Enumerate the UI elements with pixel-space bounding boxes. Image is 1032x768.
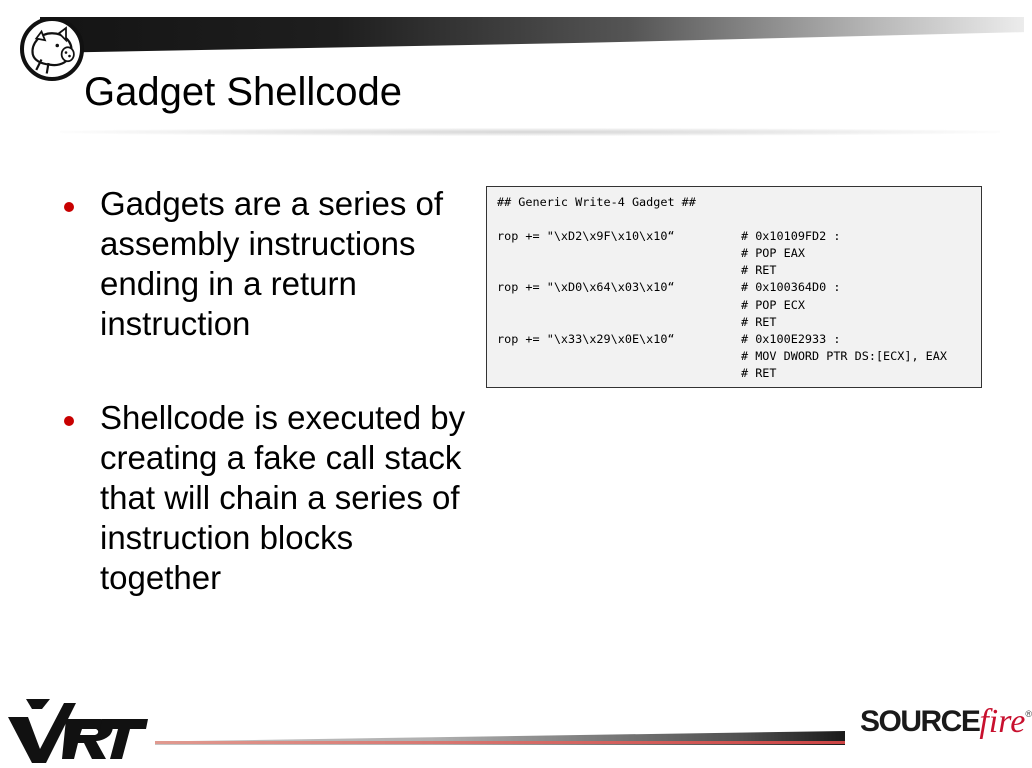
bullet-dot-icon: [64, 416, 74, 426]
bullet-text: Gadgets are a series of assembly instructions ending in a return instruction: [100, 185, 444, 342]
code-line: [497, 348, 981, 365]
vrt-logo-text: VRT: [6, 697, 8, 698]
code-line: [497, 365, 981, 382]
code-text: rop += "\xD2\x9F\x10\x10“: [497, 229, 675, 244]
code-line: [497, 297, 981, 314]
sourcefire-logo-source: SOURCE: [860, 705, 980, 738]
code-line: [497, 245, 981, 262]
bullet-text: Shellcode is executed by creating a fake call stack that will chain a series of instruction blocks together: [100, 399, 466, 596]
code-line: [497, 314, 981, 331]
code-line: [497, 331, 981, 348]
bullet-item: [62, 398, 472, 598]
code-block: [486, 186, 982, 388]
sourcefire-logo: [860, 703, 1032, 755]
header-band: [40, 17, 1024, 53]
title-divider: [60, 128, 1000, 136]
slide-title: Gadget Shellcode: [84, 70, 403, 114]
code-line: [497, 194, 981, 211]
code-text: rop += "\xD0\x64\x03\x10“: [497, 280, 675, 295]
vrt-logo: [6, 697, 150, 765]
code-line: [497, 211, 981, 228]
code-comment: # 0x100E2933 :: [741, 331, 841, 346]
code-comment: # POP EAX: [741, 246, 805, 261]
code-text: ## Generic Write-4 Gadget ##: [497, 195, 696, 209]
code-line: [497, 262, 981, 279]
code-line: [497, 279, 981, 296]
code-comment: # 0x10109FD2 :: [741, 229, 841, 244]
bullet-dot-icon: [64, 202, 74, 212]
code-comment: # 0x100364D0 :: [741, 280, 841, 295]
code-comment: # RET: [741, 314, 777, 329]
bullet-item: [62, 184, 472, 344]
code-line: [497, 228, 981, 245]
bullet-list: [62, 184, 472, 598]
code-comment: # POP ECX: [741, 297, 805, 312]
code-comment: # RET: [741, 365, 777, 380]
code-comment: # MOV DWORD PTR DS:[ECX], EAX: [741, 348, 947, 363]
code-text: rop += "\x33\x29\x0E\x10“: [497, 331, 675, 346]
code-comment: # RET: [741, 263, 777, 278]
registered-mark: ®: [1025, 709, 1032, 719]
sourcefire-logo-fire: fire: [979, 703, 1026, 740]
pig-mascot-icon: [20, 17, 84, 81]
footer-accent-line: [155, 741, 845, 744]
